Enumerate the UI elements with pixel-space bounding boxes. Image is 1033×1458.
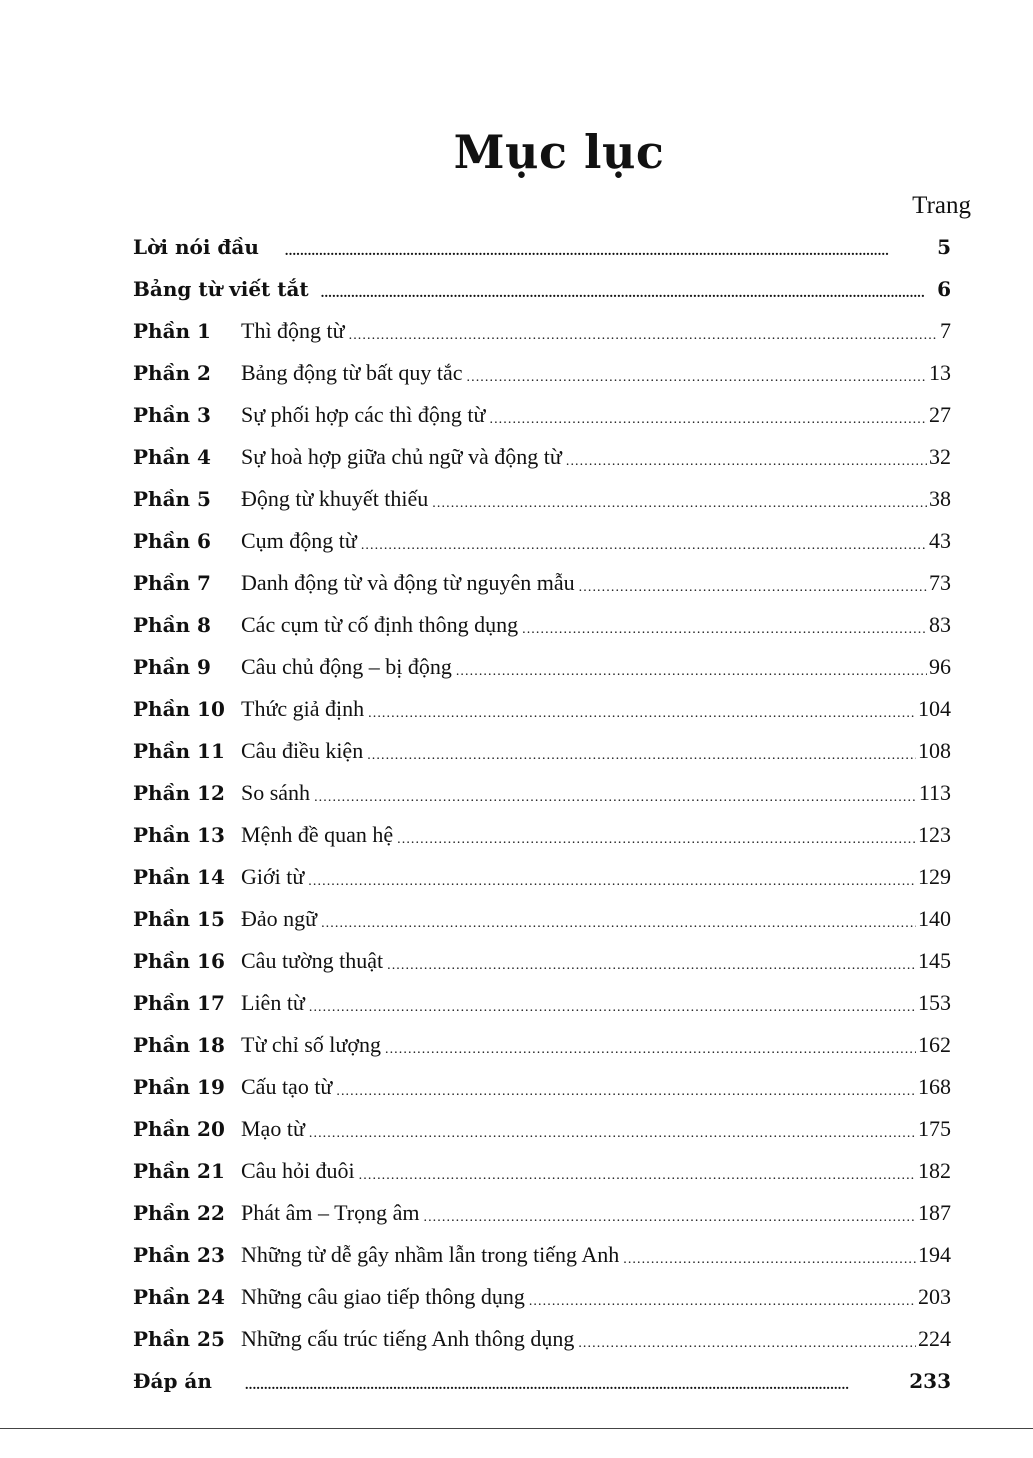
part-title: Danh động từ và động từ nguyên mẫu [241, 570, 575, 595]
dot-leader [489, 408, 927, 430]
part-title: Mạo từ [241, 1116, 305, 1141]
dot-leader [368, 702, 916, 724]
toc-entry-part-11[interactable] [133, 730, 951, 772]
part-title: Thức giả định [241, 696, 365, 721]
toc-entry-part-8[interactable] [133, 604, 951, 646]
toc-entry-abbreviations[interactable] [133, 268, 951, 310]
page-number: 182 [918, 1158, 951, 1183]
toc-entry-part-7[interactable] [133, 562, 951, 604]
toc-entry-part-5[interactable] [133, 478, 951, 520]
toc-entry-part-14[interactable] [133, 856, 951, 898]
page-number: 96 [929, 654, 951, 679]
toc-entry-foreword[interactable] [133, 226, 951, 268]
part-number: Phần 10 [133, 697, 225, 721]
dot-leader [285, 240, 935, 262]
part-number: Phần 17 [133, 991, 225, 1015]
page-number: 203 [918, 1284, 951, 1309]
toc-entry-part-19[interactable] [133, 1066, 951, 1108]
page-number: 224 [918, 1326, 951, 1351]
dot-leader [456, 660, 927, 682]
entry-label: Bảng từ viết tắt [133, 277, 309, 301]
part-title: Cụm động từ [241, 528, 357, 553]
page-number: 129 [918, 864, 951, 889]
page-number: 187 [918, 1200, 951, 1225]
page-number: 113 [918, 780, 951, 805]
part-title: Bảng động từ bất quy tắc [241, 360, 463, 385]
page-number: 233 [909, 1369, 951, 1393]
toc-entry-part-6[interactable] [133, 520, 951, 562]
page-number: 175 [918, 1116, 951, 1141]
part-number: Phần 20 [133, 1117, 225, 1141]
part-number: Phần 2 [133, 361, 211, 385]
page-column-label: Trang [912, 192, 971, 219]
dot-leader [309, 996, 916, 1018]
part-number: Phần 24 [133, 1285, 225, 1309]
page-number: 38 [929, 486, 951, 511]
page-title: Mục lục [453, 125, 665, 179]
part-title: Cấu tạo từ [241, 1074, 333, 1099]
dot-leader [349, 324, 938, 346]
toc-entry-part-20[interactable] [133, 1108, 951, 1150]
part-number: Phần 11 [133, 739, 225, 763]
part-number: Phần 8 [133, 613, 211, 637]
page-number: 145 [918, 948, 951, 973]
dot-leader [321, 282, 935, 304]
page-number: 43 [929, 528, 951, 553]
dot-leader [397, 828, 916, 850]
page-number: 32 [929, 444, 951, 469]
part-number: Phần 5 [133, 487, 211, 511]
bottom-rule [0, 1428, 1033, 1429]
part-number: Phần 22 [133, 1201, 225, 1225]
part-title: Phát âm – Trọng âm [241, 1200, 420, 1225]
page-number: 5 [937, 235, 951, 259]
part-number: Phần 16 [133, 949, 225, 973]
part-number: Phần 18 [133, 1033, 225, 1057]
toc-entry-part-16[interactable] [133, 940, 951, 982]
dot-leader [367, 744, 916, 766]
dot-leader [309, 1122, 916, 1144]
part-title: Từ chỉ số lượng [241, 1032, 381, 1057]
part-number: Phần 19 [133, 1075, 225, 1099]
toc-entry-part-13[interactable] [133, 814, 951, 856]
dot-leader [336, 1080, 916, 1102]
part-title: Những từ dễ gây nhầm lẫn trong tiếng Anh [241, 1242, 620, 1267]
part-number: Phần 12 [133, 781, 225, 805]
part-title: Sự phối hợp các thì động từ [241, 402, 486, 427]
page-number: 83 [929, 612, 951, 637]
dot-leader [361, 534, 927, 556]
dot-leader [387, 954, 916, 976]
page-number: 140 [918, 906, 951, 931]
toc-entry-part-21[interactable] [133, 1150, 951, 1192]
part-title: Câu hỏi đuôi [241, 1158, 355, 1183]
part-title: Các cụm từ cố định thông dụng [241, 612, 519, 637]
dot-leader [359, 1164, 916, 1186]
part-number: Phần 14 [133, 865, 225, 889]
part-number: Phần 7 [133, 571, 211, 595]
part-title: Động từ khuyết thiếu [241, 486, 429, 511]
toc-entry-answers[interactable] [133, 1360, 951, 1402]
page-number: 153 [918, 990, 951, 1015]
toc-entry-part-24[interactable] [133, 1276, 951, 1318]
toc-entry-part-15[interactable] [133, 898, 951, 940]
part-number: Phần 15 [133, 907, 225, 931]
page-number: 6 [937, 277, 951, 301]
part-number: Phần 21 [133, 1159, 225, 1183]
page-number: 73 [929, 570, 951, 595]
entry-label: Lời nói đầu [133, 235, 259, 259]
entry-label: Đáp án [133, 1369, 212, 1393]
dot-leader [308, 870, 916, 892]
dot-leader [245, 1374, 907, 1396]
part-title: Sự hoà hợp giữa chủ ngữ và động từ [241, 444, 562, 469]
dot-leader [321, 912, 916, 934]
page-number: 162 [918, 1032, 951, 1057]
part-title: Giới từ [241, 864, 305, 889]
dot-leader [566, 450, 927, 472]
part-number: Phần 3 [133, 403, 211, 427]
part-title: Câu chủ động – bị động [241, 654, 452, 679]
dot-leader [432, 492, 927, 514]
part-number: Phần 9 [133, 655, 211, 679]
part-title: Câu điều kiện [241, 738, 364, 763]
dot-leader [314, 786, 917, 808]
toc-entry-part-2[interactable] [133, 352, 951, 394]
dot-leader [578, 1332, 916, 1354]
toc-entry-part-25[interactable] [133, 1318, 951, 1360]
toc-entry-part-22[interactable] [133, 1192, 951, 1234]
dot-leader [423, 1206, 916, 1228]
dot-leader [623, 1248, 916, 1270]
dot-leader [579, 576, 927, 598]
dot-leader [529, 1290, 916, 1312]
part-title: Liên từ [241, 990, 305, 1015]
toc-entry-part-9[interactable] [133, 646, 951, 688]
page-number: 194 [918, 1242, 951, 1267]
toc-entry-part-17[interactable] [133, 982, 951, 1024]
part-title: Thì động từ [241, 318, 345, 343]
part-title: Câu tường thuật [241, 948, 384, 973]
part-number: Phần 25 [133, 1327, 225, 1351]
toc-entry-part-4[interactable] [133, 436, 951, 478]
part-title: Những câu giao tiếp thông dụng [241, 1284, 525, 1309]
toc-entry-part-1[interactable] [133, 310, 951, 352]
part-title: Những cấu trúc tiếng Anh thông dụng [241, 1326, 575, 1351]
toc-entry-part-23[interactable] [133, 1234, 951, 1276]
page-number: 168 [918, 1074, 951, 1099]
dot-leader [467, 366, 928, 388]
part-number: Phần 4 [133, 445, 211, 469]
part-number: Phần 1 [133, 319, 211, 343]
toc-entry-part-3[interactable] [133, 394, 951, 436]
part-title: Đảo ngữ [241, 906, 318, 931]
page-number: 123 [918, 822, 951, 847]
dot-leader [522, 618, 927, 640]
page-number: 13 [929, 360, 951, 385]
dot-leader [385, 1038, 916, 1060]
toc-entry-part-10[interactable] [133, 688, 951, 730]
part-number: Phần 6 [133, 529, 211, 553]
page-number: 27 [929, 402, 951, 427]
page-number: 108 [918, 738, 951, 763]
page-number: 104 [918, 696, 951, 721]
toc-entry-part-18[interactable] [133, 1024, 951, 1066]
toc-entry-part-12[interactable] [133, 772, 951, 814]
part-number: Phần 23 [133, 1243, 225, 1267]
part-number: Phần 13 [133, 823, 225, 847]
part-title: So sánh [241, 780, 311, 805]
page-number: 7 [940, 318, 951, 343]
part-title: Mệnh đề quan hệ [241, 822, 394, 847]
